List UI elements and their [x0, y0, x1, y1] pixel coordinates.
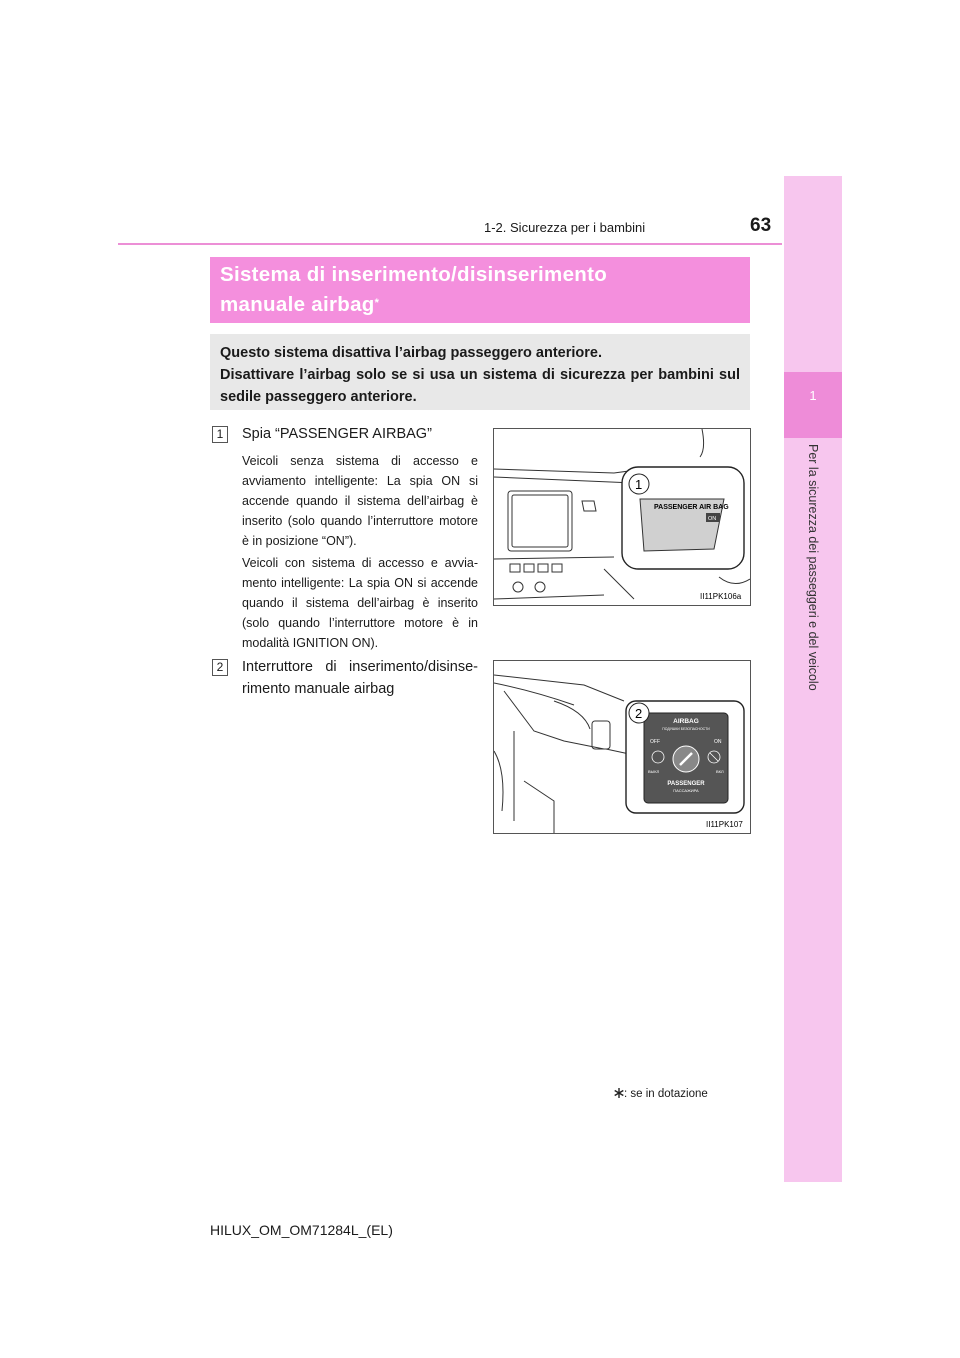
- panel-on-indicator: ON: [708, 516, 717, 522]
- footnote: [614, 1088, 708, 1100]
- item-1-paragraph-2: Veicoli con sistema di accesso e avviamento intelligente: La spia ON si accende quando il sistema dell’airbag è inserito (solo quando l’interruttore motore è in modalità IGNITION ON).: [242, 556, 478, 650]
- dashboard-illustration: [494, 429, 750, 605]
- figure-1-callout: 1: [635, 477, 643, 492]
- switch-on-label: ON: [714, 739, 722, 745]
- figure-2-callout: 2: [635, 706, 643, 721]
- document-code: HILUX_OM_OM71284L_(EL): [210, 1222, 393, 1238]
- item-1-paragraph-1: Veicoli senza sistema di accesso e avviamento intelligente: La spia ON si accende quando il sistema dell’airbag è inserito (solo quando l’interruttore motore è in posizione “ON”).: [242, 454, 478, 548]
- asterisk-mark: *: [374, 297, 380, 309]
- item-2-number: 2: [212, 659, 228, 676]
- item-1-number: 1: [212, 426, 228, 443]
- chapter-caption: Per la sicurezza dei passeggeri e del veicolo: [806, 444, 820, 691]
- switch-airbag-label: AIRBAG: [673, 718, 699, 725]
- figure-airbag-switch: [493, 660, 751, 834]
- switch-off-label: OFF: [650, 739, 660, 745]
- item-1-title: Spia “PASSENGER AIRBAG”: [242, 426, 432, 442]
- section-title: [210, 257, 750, 323]
- footnote-text: : se in dotazione: [624, 1088, 708, 1100]
- chapter-number: 1: [809, 388, 817, 403]
- figure-2-code: II11PK107: [706, 820, 743, 829]
- item-2-title: Interruttore di inserimento/disinserimento manuale airbag: [242, 659, 478, 697]
- side-tab-active-chapter: [784, 372, 842, 438]
- intro-line2: Disattivare l’airbag solo se si usa un sistema di sicurezza per bambini sul sedile passeggero anteriore.: [220, 367, 740, 405]
- intro-line1: Questo sistema disattiva l’airbag passeggero anteriore.: [220, 345, 602, 361]
- section-reference: 1-2. Sicurezza per i bambini: [484, 220, 646, 235]
- header-rule: [118, 243, 782, 245]
- intro-box: [210, 334, 750, 410]
- page-number: 63: [750, 215, 772, 236]
- panel-label: PASSENGER AIR BAG: [654, 504, 729, 511]
- figure-1-code: II11PK106a: [700, 592, 742, 601]
- switch-on-label-ru: ВКЛ: [716, 769, 724, 774]
- section-title-line2: manuale airbag: [220, 293, 375, 316]
- section-title-line1: Sistema di inserimento/disinserimento: [220, 263, 608, 286]
- switch-passenger-label: PASSENGER: [667, 781, 705, 787]
- switch-passenger-label-ru: ПАССАЖИРА: [673, 788, 699, 793]
- figure-warning-light: [493, 428, 751, 606]
- switch-airbag-label-ru: ПОДУШКИ БЕЗОПАСНОСТИ: [662, 727, 710, 731]
- asterisk-icon: [614, 1088, 624, 1098]
- glovebox-illustration: [494, 661, 750, 833]
- switch-off-label-ru: ВЫКЛ: [648, 769, 660, 774]
